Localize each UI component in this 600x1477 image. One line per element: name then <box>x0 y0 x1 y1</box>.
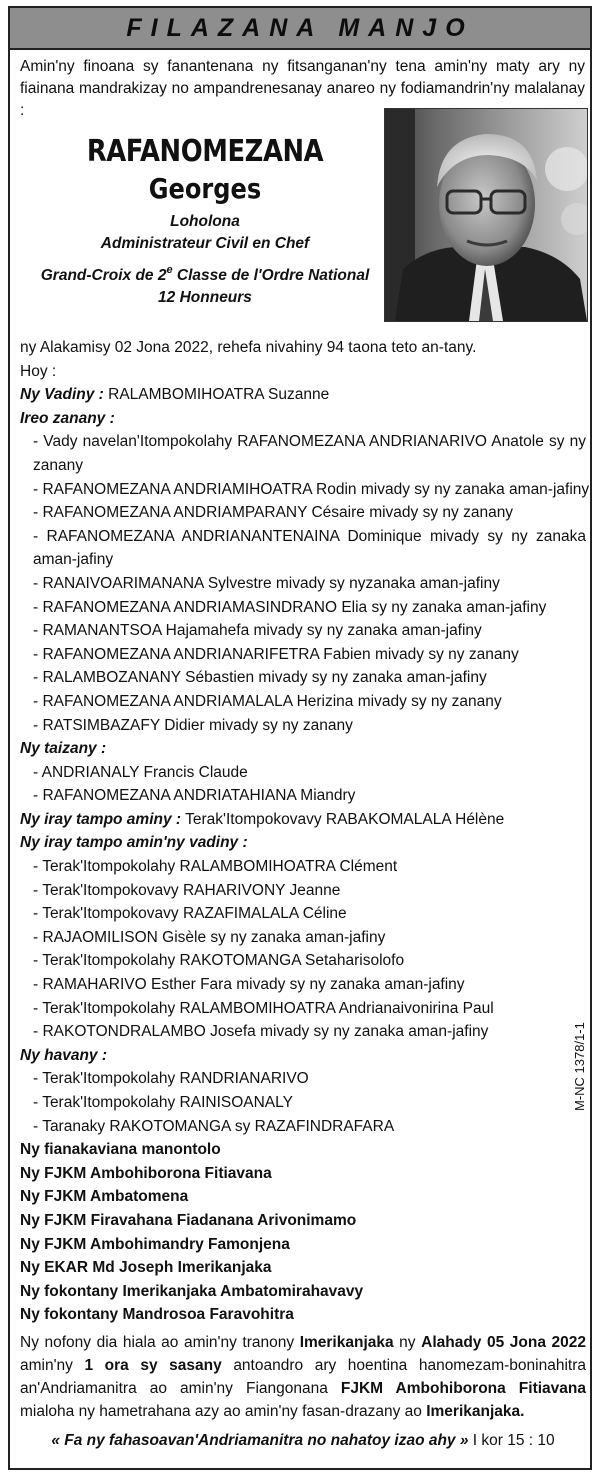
relative-item: - Taranaky RAKOTOMANGA sy RAZAFINDRAFARA <box>33 1117 395 1135</box>
siblings-name: Terak'Itompokovavy RABAKOMALALA Hélène <box>181 810 505 828</box>
hoy-label: Hoy : <box>20 362 57 380</box>
obituary-card <box>8 6 592 1470</box>
child-item: - RAMANANTSOA Hajamahefa mivady sy ny zanaka aman-jafiny <box>33 622 482 640</box>
organization-line: Ny fokontany Imerikanjaka Ambatomirahavavy <box>20 1282 364 1300</box>
relative-item: - Terak'Itompokolahy RAINISOANALY <box>33 1094 293 1111</box>
child-item: - RAFANOMEZANA ANDRIAMASINDRANO Elia sy ny zanaka aman-jafiny <box>33 598 547 616</box>
siblings-label: Ny iray tampo aminy : <box>20 810 182 828</box>
obituary-header: FILAZANA MANJO <box>10 8 590 50</box>
child-item: - RANAIVOARIMANANA Sylvestre mivady sy nyzanaka aman-jafiny <box>33 574 500 592</box>
child-item: - RAFANOMEZANA ANDRIAMALALA Herizina mivady sy ny zanany <box>33 692 502 710</box>
spouse-sibling-item: - Terak'Itompokolahy RAKOTOMANGA Setaharisolofo <box>33 952 405 970</box>
spouse-sibling-item: - RAKOTONDRALAMBO Josefa mivady sy ny zanaka aman-jafiny <box>33 1023 489 1041</box>
death-notice: ny Alakamisy 02 Jona 2022, rehefa nivahiny 94 taona teto an-tany. <box>20 339 477 356</box>
spouse-sibling-item: - Terak'Itompokolahy RALAMBOMIHOATRA Clément <box>33 858 398 876</box>
organization-line: Ny FJKM Firavahana Fiadanana Arivonimamo <box>20 1211 357 1229</box>
relative-item: - Terak'Itompokolahy RANDRIANARIVO <box>33 1070 309 1088</box>
quote-text: « Fa ny fahasoavan'Andriamanitra no nahatoy izao ahy » <box>51 1432 469 1449</box>
relatives-label: Ny havany : <box>20 1046 108 1064</box>
funeral-notice: Ny nofony dia hiala ao amin'ny tranony Imerikanjaka ny Alahady 05 Jona 2022 amin'ny 1 ora sy sasany antoandro ary hoentina hanomezam-boninahitra an'Andriamanitra ao amin'ny Fiangonana FJKM Ambohiborona Fitiavana mialoha ny hametrahana azy ao amin'ny fasan-drazany ao Imerikanjaka. <box>20 1334 586 1420</box>
deceased-title-1: Loholona <box>170 213 240 230</box>
reference-code: M-NC 1378/1-1 <box>572 1022 587 1111</box>
child-item: - RALAMBOZANANY Sébastien mivady sy ny zanaka aman-jafiny <box>33 669 487 687</box>
grandchild-item: - RAFANOMEZANA ANDRIATAHIANA Miandry <box>33 787 356 805</box>
quote-reference: I kor 15 : 10 <box>468 1432 555 1449</box>
deceased-title-2: Administrateur Civil en Chef <box>100 235 310 252</box>
child-item: - RAFANOMEZANA ANDRIAMIHOATRA Rodin mivady sy ny zanaka aman-jafiny <box>33 480 590 498</box>
child-item: - Vady navelan'Itompokolahy RAFANOMEZANA ANDRIANARIVO Anatole sy ny zanany <box>33 433 586 474</box>
scripture-quote <box>20 1432 586 1450</box>
organization-line: Ny FJKM Ambatomena <box>20 1188 189 1206</box>
spouse-sibling-item: - Terak'Itompokovavy RAZAFIMALALA Céline <box>33 905 347 923</box>
organization-line: Ny FJKM Ambohimandry Famonjena <box>20 1235 290 1253</box>
organization-line: Ny EKAR Md Joseph Imerikanjaka <box>20 1259 272 1277</box>
spouse-siblings-label: Ny iray tampo amin'ny vadiny : <box>20 834 248 852</box>
grandchild-item: - ANDRIANALY Francis Claude <box>33 763 248 781</box>
organization-line: Ny fianakaviana manontolo <box>20 1141 221 1159</box>
deceased-title-4: 12 Honneurs <box>158 289 252 306</box>
spouse-line <box>20 383 588 407</box>
deceased-title-3: Grand-Croix de 2e Classe de l'Ordre National <box>40 264 370 284</box>
spouse-sibling-item: - Terak'Itompokolahy RALAMBOMIHOATRA Andrianaivonirina Paul <box>33 999 494 1017</box>
obituary-body <box>20 336 588 1327</box>
organization-line: Ny fokontany Mandrosoa Faravohitra <box>20 1306 294 1324</box>
children-label: Ireo zanany : <box>20 409 115 427</box>
spouse-sibling-item: - RAJAOMILISON Gisèle sy ny zanaka aman-jafiny <box>33 928 386 946</box>
grandchildren-label: Ny taizany : <box>20 740 107 758</box>
organization-line: Ny FJKM Ambohiborona Fitiavana <box>20 1164 272 1182</box>
child-item: - RAFANOMEZANA ANDRIANARIFETRA Fabien mivady sy ny zanany <box>33 645 519 663</box>
child-item: - RAFANOMEZANA ANDRIANANTENAINA Dominique mivady sy ny zanaka aman-jafiny <box>33 527 586 569</box>
deceased-last-name: RAFANOMEZANA <box>86 134 324 169</box>
siblings-line <box>20 808 588 832</box>
deceased-portrait-photo <box>384 108 588 322</box>
spouse-sibling-item: - RAMAHARIVO Esther Fara mivady sy ny zanaka aman-jafiny <box>33 976 465 994</box>
deceased-first-name: Georges <box>148 172 262 205</box>
deceased-name-block <box>20 133 390 309</box>
child-item: - RAFANOMEZANA ANDRIAMPARANY Césaire mivady sy ny zanany <box>33 504 514 522</box>
spouse-sibling-item: - Terak'Itompokovavy RAHARIVONY Jeanne <box>33 881 341 899</box>
spouse-label: Ny Vadiny : <box>20 386 104 404</box>
intro-text: Amin'ny finoana sy fanantenana ny fitsanganan'ny tena amin'ny maty ary ny fiainana mandrakizay no ampandrenesanay anareo ny fodiamandrin'ny malalanay : <box>20 58 585 119</box>
spouse-name: RALAMBOMIHOATRA Suzanne <box>103 386 330 404</box>
child-item: - RATSIMBAZAFY Didier mivady sy ny zanany <box>33 716 353 734</box>
